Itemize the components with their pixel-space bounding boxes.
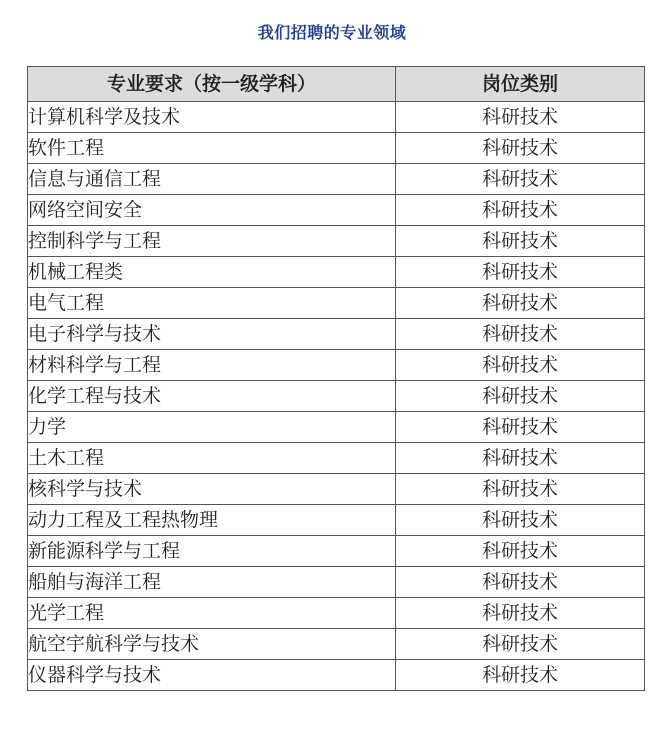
major-cell: 动力工程及工程热物理 — [28, 505, 396, 536]
major-cell: 网络空间安全 — [28, 195, 396, 226]
table-row — [28, 102, 645, 133]
table-row — [28, 319, 645, 350]
category-cell: 科研技术 — [396, 474, 645, 505]
category-cell: 科研技术 — [396, 133, 645, 164]
category-cell: 科研技术 — [396, 319, 645, 350]
major-cell: 材料科学与工程 — [28, 350, 396, 381]
page-title: 我们招聘的专业领域 — [254, 22, 411, 44]
category-cell: 科研技术 — [396, 536, 645, 567]
table-row — [28, 443, 645, 474]
major-cell: 土木工程 — [28, 443, 396, 474]
category-cell: 科研技术 — [396, 257, 645, 288]
category-cell: 科研技术 — [396, 505, 645, 536]
table-row — [28, 598, 645, 629]
table-row — [28, 257, 645, 288]
category-cell: 科研技术 — [396, 412, 645, 443]
major-cell: 船舶与海洋工程 — [28, 567, 396, 598]
major-cell: 电气工程 — [28, 288, 396, 319]
category-cell: 科研技术 — [396, 660, 645, 691]
category-cell: 科研技术 — [396, 195, 645, 226]
category-cell: 科研技术 — [396, 164, 645, 195]
major-cell: 力学 — [28, 412, 396, 443]
table-row — [28, 536, 645, 567]
table-row — [28, 474, 645, 505]
category-cell: 科研技术 — [396, 381, 645, 412]
major-cell: 电子科学与技术 — [28, 319, 396, 350]
category-cell: 科研技术 — [396, 629, 645, 660]
major-cell: 新能源科学与工程 — [28, 536, 396, 567]
major-cell: 软件工程 — [28, 133, 396, 164]
table-row — [28, 133, 645, 164]
table-row — [28, 226, 645, 257]
table-row — [28, 164, 645, 195]
major-cell: 计算机科学及技术 — [28, 102, 396, 133]
header-category: 岗位类别 — [396, 67, 645, 102]
category-cell: 科研技术 — [396, 226, 645, 257]
major-cell: 核科学与技术 — [28, 474, 396, 505]
major-cell: 机械工程类 — [28, 257, 396, 288]
table-row — [28, 660, 645, 691]
major-cell: 信息与通信工程 — [28, 164, 396, 195]
table-row — [28, 505, 645, 536]
major-cell: 航空宇航科学与技术 — [28, 629, 396, 660]
category-cell: 科研技术 — [396, 350, 645, 381]
title-wrap — [0, 22, 664, 44]
category-cell: 科研技术 — [396, 567, 645, 598]
table-row — [28, 567, 645, 598]
category-cell: 科研技术 — [396, 102, 645, 133]
table-body — [28, 102, 645, 691]
table-row — [28, 195, 645, 226]
major-cell: 光学工程 — [28, 598, 396, 629]
table-row — [28, 381, 645, 412]
table-row — [28, 350, 645, 381]
table-header-row — [28, 67, 645, 102]
category-cell: 科研技术 — [396, 443, 645, 474]
table-row — [28, 412, 645, 443]
major-cell: 仪器科学与技术 — [28, 660, 396, 691]
major-cell: 化学工程与技术 — [28, 381, 396, 412]
major-cell: 控制科学与工程 — [28, 226, 396, 257]
table-row — [28, 629, 645, 660]
header-major: 专业要求（按一级学科） — [28, 67, 396, 102]
category-cell: 科研技术 — [396, 288, 645, 319]
category-cell: 科研技术 — [396, 598, 645, 629]
table-row — [28, 288, 645, 319]
majors-table — [27, 66, 645, 691]
